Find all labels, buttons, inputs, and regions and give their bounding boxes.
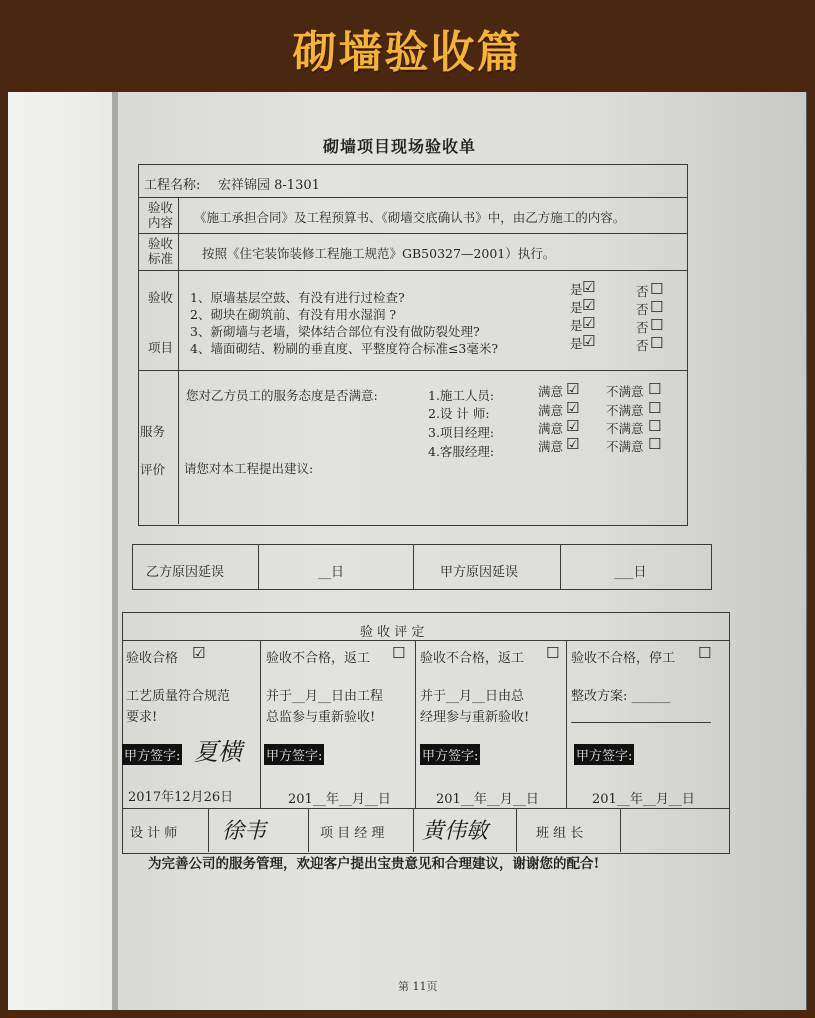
designer-signature: 徐韦 — [222, 819, 267, 844]
verdict-rework-head: 验收不合格，返工 — [266, 651, 371, 666]
page-number: 第 11页 — [398, 980, 438, 993]
satisfied-label: 满意 — [538, 439, 564, 454]
service-role: 1.施工人员: — [428, 388, 495, 403]
empty-box-icon[interactable]: ☐ — [648, 435, 662, 453]
signature-image: 夏横 — [194, 738, 242, 766]
verdict-stop-body: 整改方案: ______ — [571, 689, 671, 704]
unsatisfied-label: 不满意 — [606, 403, 644, 418]
checked-box-icon[interactable]: ☑ — [566, 417, 580, 435]
verdict-rework-sign: 甲方签字: — [264, 744, 324, 765]
no-label: 否 — [636, 284, 649, 299]
verdict-pass-body2: 要求! — [126, 710, 158, 725]
verdict-pass-date: 2017年12月26日 — [128, 790, 234, 805]
satisfied-label: 满意 — [538, 384, 564, 399]
unsatisfied-label: 不满意 — [606, 421, 644, 436]
standard-label: 验收标准 — [148, 236, 174, 266]
checklist-item-text: 1、原墙基层空鼓、有没有进行过检查? — [190, 290, 405, 305]
yes-label: 是 — [570, 300, 583, 315]
empty-box-icon[interactable]: ☐ — [650, 280, 664, 298]
service-role: 3.项目经理: — [428, 425, 495, 440]
empty-box-icon[interactable]: ☐ — [648, 399, 662, 417]
delay-a-value: ___日 — [614, 565, 647, 580]
verdict-stop-sign: 甲方签字: — [574, 744, 634, 765]
foreman-label: 班 组 长 — [536, 826, 584, 841]
verdict-rework-date: 201__年__月__日 — [288, 792, 391, 807]
checklist-item-text: 2、砌块在砌筑前、有没有用水湿润 ? — [190, 307, 397, 322]
empty-box-icon[interactable]: ☐ — [648, 417, 662, 435]
items-label-top: 验收 — [148, 290, 174, 305]
verdict-rework2-sign: 甲方签字: — [420, 744, 480, 765]
no-label: 否 — [636, 338, 649, 353]
delay-b-value: __日 — [318, 565, 345, 580]
verdict-pass-body: 工艺质量符合规范 — [126, 689, 231, 704]
standard-text: 按照《住宅装饰装修工程施工规范》GB50327—2001）执行。 — [202, 246, 556, 261]
checked-box-icon[interactable]: ☑ — [582, 314, 596, 332]
checked-box-icon[interactable]: ☑ — [566, 435, 580, 453]
service-label-bottom: 评价 — [140, 462, 166, 477]
banner-title: 砌墙验收篇 — [292, 27, 523, 78]
verdict-header: 验 收 评 定 — [360, 625, 425, 640]
service-question: 您对乙方员工的服务态度是否满意: — [186, 388, 378, 403]
project-label: 工程名称: — [144, 178, 201, 193]
unsatisfied-label: 不满意 — [606, 439, 644, 454]
satisfied-label: 满意 — [538, 403, 564, 418]
checked-box-icon[interactable]: ☑ — [582, 296, 596, 314]
unsatisfied-label: 不满意 — [606, 384, 644, 399]
checklist-item-text: 3、新砌墙与老墙，梁体结合部位有没有做防裂处理? — [190, 324, 480, 339]
checked-box-icon[interactable]: ☑ — [566, 380, 580, 398]
empty-box-icon[interactable]: ☐ — [650, 316, 664, 334]
yes-label: 是 — [570, 336, 583, 351]
banner — [8, 8, 807, 88]
service-role: 4.客服经理: — [428, 444, 495, 459]
yes-label: 是 — [570, 282, 583, 297]
checked-box-icon[interactable]: ☑ — [566, 399, 580, 417]
footer-note: 为完善公司的服务管理，欢迎客户提出宝贵意见和合理建议，谢谢您的配合! — [148, 856, 600, 872]
empty-box-icon[interactable]: ☐ — [392, 644, 406, 662]
project-name: 宏祥锦园 8-1301 — [218, 178, 320, 193]
verdict-pass-sign: 甲方签字: — [122, 744, 182, 765]
checked-box-icon[interactable]: ☑ — [582, 278, 596, 296]
empty-box-icon[interactable]: ☐ — [650, 334, 664, 352]
verdict-rework-body: 并于__月__日由工程 — [266, 689, 384, 704]
suggestion-prompt: 请您对本工程提出建议: — [184, 461, 314, 476]
designer-label: 设 计 师 — [130, 826, 178, 841]
no-label: 否 — [636, 302, 649, 317]
verdict-rework2-body: 并于__月__日由总 — [420, 689, 525, 704]
pm-signature: 黄伟敏 — [422, 819, 489, 844]
checked-box-icon[interactable]: ☑ — [582, 332, 596, 350]
verdict-rework2-head: 验收不合格，返工 — [420, 651, 525, 666]
empty-box-icon[interactable]: ☐ — [546, 644, 560, 662]
satisfied-label: 满意 — [538, 421, 564, 436]
no-label: 否 — [636, 320, 649, 335]
items-label-bottom: 项目 — [148, 340, 174, 355]
delay-a-label: 甲方原因延误 — [440, 565, 519, 580]
service-role: 2.设 计 师: — [428, 406, 490, 421]
content-label: 验收内容 — [148, 200, 174, 230]
verdict-rework2-date: 201__年__月__日 — [436, 792, 539, 807]
checklist-item-text: 4、墙面砌结、粉刷的垂直度、平整度符合标准≤3毫米? — [190, 341, 499, 356]
verdict-stop-date: 201__年__月__日 — [592, 792, 695, 807]
checked-box-icon[interactable]: ☑ — [192, 644, 206, 662]
form-title: 砌墙项目现场验收单 — [323, 137, 477, 156]
yes-label: 是 — [570, 318, 583, 333]
service-label-top: 服务 — [140, 424, 166, 439]
verdict-pass-head: 验收合格 — [126, 651, 179, 666]
delay-b-label: 乙方原因延误 — [146, 565, 225, 580]
document-photo — [8, 92, 807, 1010]
empty-box-icon[interactable]: ☐ — [698, 644, 712, 662]
pm-label: 项 目 经 理 — [320, 826, 385, 841]
content-text: 《施工承担合同》及工程预算书、《砌墙交底确认书》中，由乙方施工的内容。 — [194, 210, 626, 225]
empty-box-icon[interactable]: ☐ — [648, 380, 662, 398]
verdict-rework2-body2: 经理参与重新验收! — [420, 710, 530, 725]
verdict-stop-head: 验收不合格，停工 — [571, 651, 676, 666]
empty-box-icon[interactable]: ☐ — [650, 298, 664, 316]
verdict-rework-body2: 总监参与重新验收! — [266, 710, 376, 725]
